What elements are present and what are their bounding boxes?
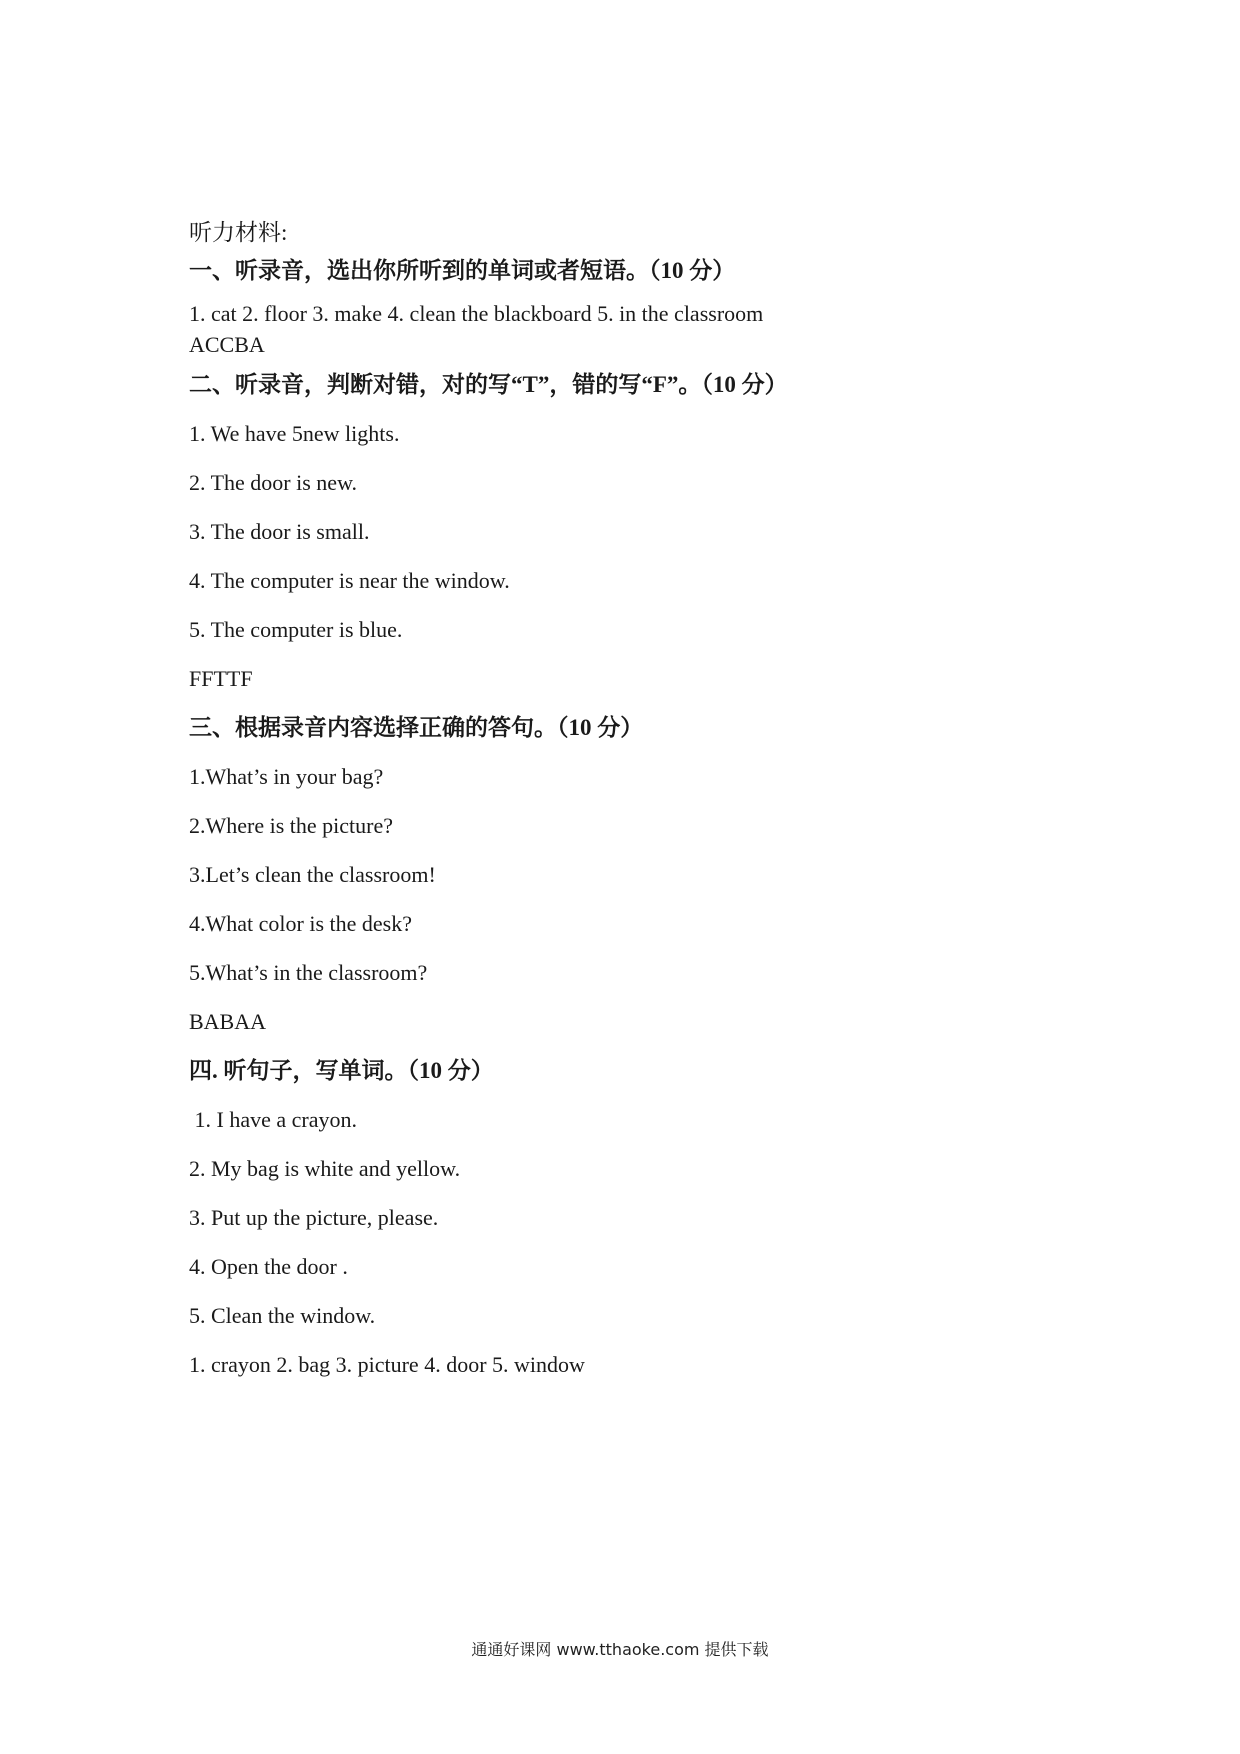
footer-watermark: 通通好课网 www.tthaoke.com 提供下载 [471, 1640, 769, 1659]
document-title: 听力材料: [189, 220, 288, 245]
section-3-item-3: 3.Let’s clean the classroom! [189, 862, 436, 887]
section-1-answer: ACCBA [189, 332, 265, 357]
section-4-item-4: 4. Open the door . [189, 1254, 348, 1279]
section-3-answer: BABAA [189, 1009, 267, 1034]
section-3-item-4: 4.What color is the desk? [189, 911, 412, 936]
section-4-item-5: 5. Clean the window. [189, 1303, 376, 1328]
section-4-item-2: 2. My bag is white and yellow. [189, 1156, 461, 1181]
section-2-item-3: 3. The door is small. [189, 519, 370, 544]
section-2-item-5: 5. The computer is blue. [189, 617, 403, 642]
section-3-item-1: 1.What’s in your bag? [189, 764, 384, 789]
section-2-item-2: 2. The door is new. [189, 470, 358, 495]
section-3-heading: 三、根据录音内容选择正确的答句。（10 分） [189, 715, 644, 740]
section-2-answer: FFTTF [189, 666, 253, 691]
section-4-item-1: 1. I have a crayon. [189, 1107, 357, 1132]
section-1-item: 1. cat 2. floor 3. make 4. clean the blackboard 5. in the classroom [189, 301, 764, 326]
section-3-item-2: 2.Where is the picture? [189, 813, 394, 838]
section-1-heading: 一、听录音，选出你所听到的单词或者短语。（10 分） [189, 258, 736, 283]
section-2-item-4: 4. The computer is near the window. [189, 568, 510, 593]
section-2-heading: 二、听录音，判断对错，对的写“T”，错的写“F”。（10 分） [189, 372, 788, 397]
section-4-item-3: 3. Put up the picture, please. [189, 1205, 439, 1230]
section-2-item-1: 1. We have 5new lights. [189, 421, 400, 446]
section-4-answer: 1. crayon 2. bag 3. picture 4. door 5. window [189, 1352, 585, 1377]
section-3-item-5: 5.What’s in the classroom? [189, 960, 428, 985]
section-4-heading: 四. 听句子，写单词。（10 分） [189, 1058, 494, 1083]
